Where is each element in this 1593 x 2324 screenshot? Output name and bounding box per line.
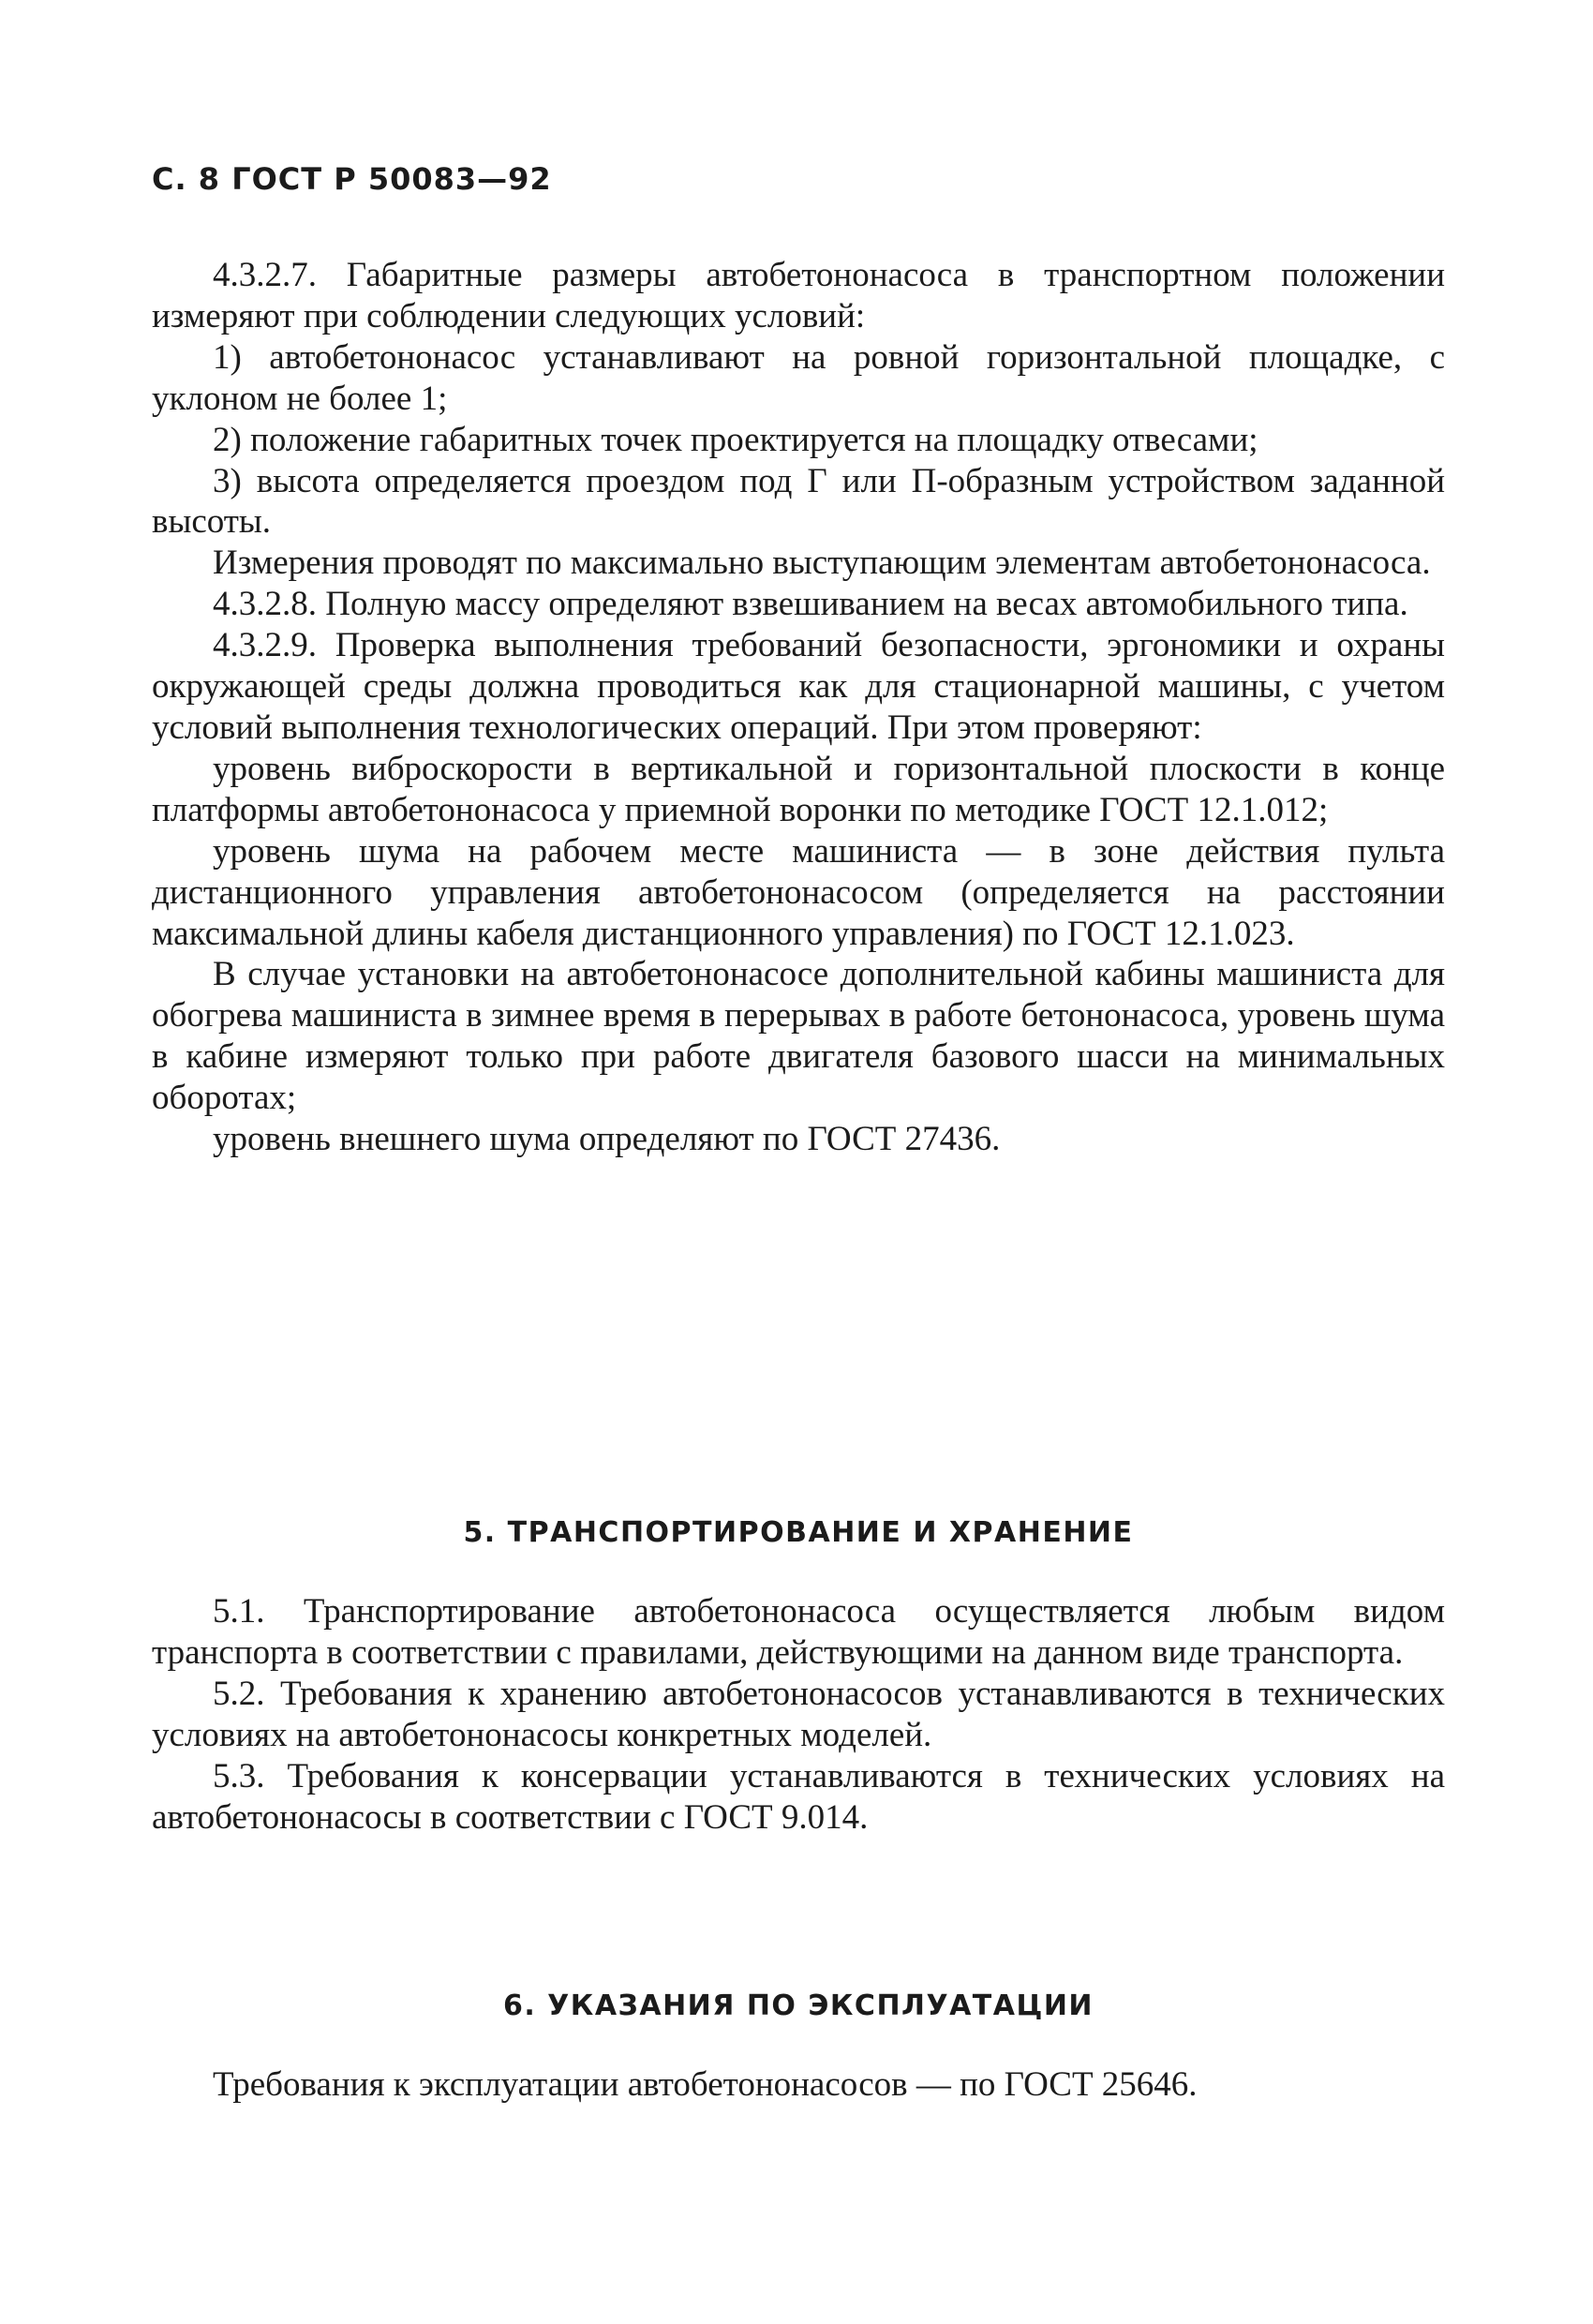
section-6-heading: 6. УКАЗАНИЯ ПО ЭКСПЛУАТАЦИИ <box>502 1989 1094 2022</box>
paragraph-operator-noise: уровень шума на рабочем месте машиниста — в зоне действия пульта дистанционного управления автобетононасосом (определяется на расстоянии максимальной длины кабеля дистанционного управления) по ГОСТ 12.1.023. <box>152 831 1445 953</box>
section-6-body <box>152 2064 1445 2106</box>
paragraph-measurement-note: Измерения проводят по максимально выступающим элементам автобетононасоса. <box>213 544 1431 583</box>
paragraph-vibration-level: уровень виброскорости в вертикальной и горизонтальной плоскости в конце платформы автобетононасоса у приемной воронки по методике ГОСТ 12.1.012; <box>152 749 1445 829</box>
paragraph-6-operation: Требования к эксплуатации автобетононасосов — по ГОСТ 25646. <box>213 2065 1198 2104</box>
paragraph-external-noise: уровень внешнего шума определяют по ГОСТ 27436. <box>213 1120 1001 1159</box>
paragraph-4-3-2-9: 4.3.2.9. Проверка выполнения требований безопасности, эргономики и охраны окружающей среды должна проводиться как для стационарной машины, с учетом условий выполнения технологических операций. При этом проверяют: <box>152 626 1445 747</box>
section-5-heading: 5. ТРАНСПОРТИРОВАНИЕ И ХРАНЕНИЕ <box>463 1516 1134 1549</box>
paragraph-5-1: 5.1. Транспортирование автобетононасоса осуществляется любым видом транспорта в соответствии с правилами, действующими на данном виде транспорта. <box>152 1592 1445 1672</box>
section-4-continuation <box>152 255 1445 1160</box>
paragraph-5-3: 5.3. Требования к консервации устанавливаются в технических условиях на автобетононасосы в соответствии с ГОСТ 9.014. <box>152 1756 1445 1837</box>
paragraph-cabin-noise: В случае установки на автобетононасосе дополнительной кабины машиниста для обогрева машиниста в зимнее время в перерывах в работе бетононасоса, уровень шума в кабине измеряют только при работе двигателя базового шасси на минимальных оборотах; <box>152 955 1445 1118</box>
paragraph-4-3-2-7: 4.3.2.7. Габаритные размеры автобетононасоса в транспортном положении измеряют при соблюдении следующих условий: <box>152 256 1445 335</box>
section-5-body <box>152 1591 1445 1838</box>
paragraph-condition-2: 2) положение габаритных точек проектируется на площадку отвесами; <box>213 420 1258 459</box>
paragraph-condition-1: 1) автобетононасос устанавливают на ровной горизонтальной площадке, с уклоном не более 1; <box>152 337 1445 418</box>
paragraph-5-2: 5.2. Требования к хранению автобетононасосов устанавливаются в технических условиях на автобетононасосы конкретных моделей. <box>152 1674 1445 1754</box>
page-header: С. 8 ГОСТ Р 50083—92 <box>152 161 552 197</box>
paragraph-4-3-2-8: 4.3.2.8. Полную массу определяют взвешиванием на весах автомобильного типа. <box>213 585 1408 624</box>
paragraph-condition-3: 3) высота определяется проездом под Г или П-образным устройством заданной высоты. <box>152 461 1445 542</box>
